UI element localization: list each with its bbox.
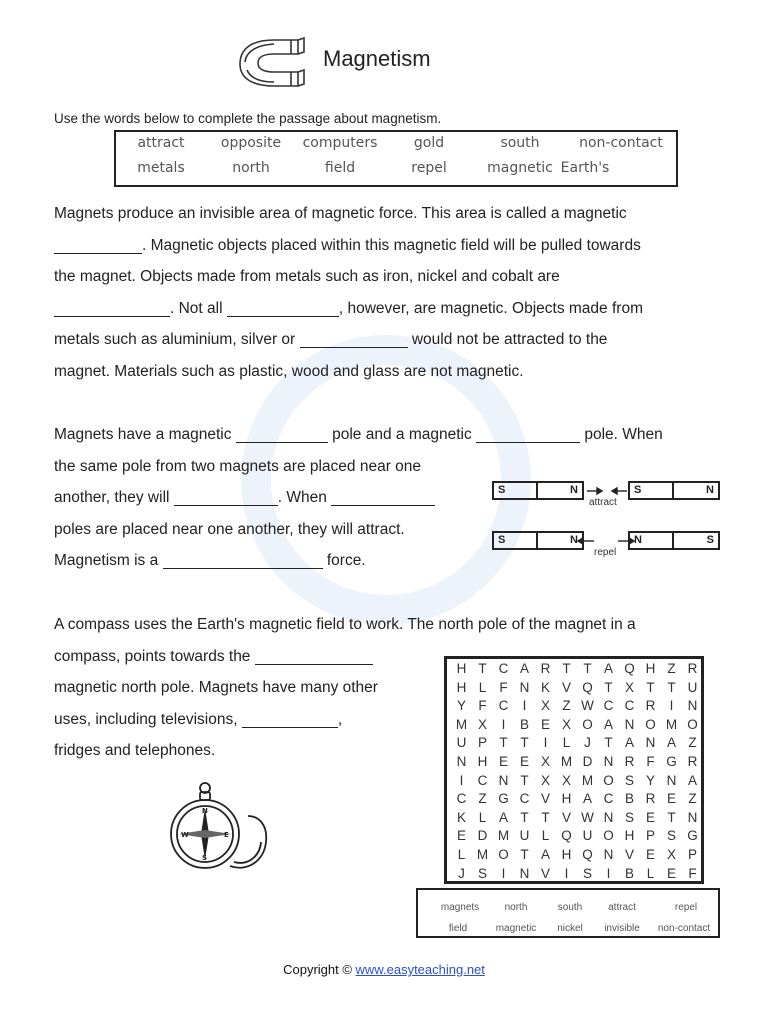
- word-search-letter[interactable]: M: [560, 754, 573, 769]
- pole-label: S: [494, 483, 538, 498]
- word-search-letter[interactable]: L: [562, 735, 571, 751]
- word-search-letter[interactable]: C: [498, 661, 509, 676]
- word-search-letter[interactable]: N: [687, 698, 698, 714]
- word-search-letter[interactable]: A: [603, 716, 613, 732]
- word-search-letter[interactable]: H: [456, 679, 467, 695]
- word-bank-word: opposite: [220, 135, 282, 151]
- word-search-word: invisible: [604, 923, 640, 934]
- word-search-letter[interactable]: N: [603, 754, 614, 769]
- word-search-word: magnetic: [495, 923, 537, 934]
- word-search-row: [451, 810, 703, 828]
- word-search-word: attract: [608, 902, 636, 913]
- word-search-letter[interactable]: T: [583, 661, 592, 676]
- word-search-letter[interactable]: Q: [624, 661, 635, 676]
- pole-label: S: [494, 533, 538, 548]
- answer-blank[interactable]: [54, 236, 142, 254]
- svg-text:S: S: [202, 854, 208, 862]
- word-search-row: [451, 735, 703, 753]
- word-search-letter[interactable]: H: [645, 661, 656, 676]
- paragraph-line: magnet. Materials such as plastic, wood and glass are not magnetic.: [54, 362, 524, 380]
- page-title: Magnetism: [323, 46, 431, 71]
- word-search-letter[interactable]: L: [646, 865, 655, 881]
- bar-magnet: [628, 531, 720, 550]
- word-search-letter[interactable]: L: [457, 847, 466, 862]
- word-search-letter[interactable]: R: [540, 661, 551, 676]
- word-bank-word: north: [232, 160, 270, 176]
- word-search-row: [451, 717, 703, 735]
- word-search-letter[interactable]: F: [478, 698, 487, 714]
- word-search-letter[interactable]: A: [666, 735, 676, 751]
- word-search-letter[interactable]: M: [455, 716, 468, 732]
- word-search-letter[interactable]: M: [497, 828, 510, 844]
- svg-text:W: W: [181, 831, 189, 839]
- word-search-word: nickel: [557, 923, 583, 934]
- word-search-letter[interactable]: M: [476, 847, 489, 862]
- word-search-letter[interactable]: L: [478, 809, 487, 825]
- word-search-letter[interactable]: Y: [645, 772, 655, 788]
- word-search-letter[interactable]: E: [645, 847, 655, 862]
- svg-text:E: E: [224, 831, 229, 839]
- word-search-letter[interactable]: N: [498, 772, 509, 788]
- word-search-letter[interactable]: T: [562, 661, 571, 676]
- word-search-letter[interactable]: H: [561, 847, 572, 862]
- word-search-letter[interactable]: W: [581, 809, 594, 825]
- paragraph-line: magnetic north pole. Magnets have many other: [54, 679, 378, 696]
- word-search-letter[interactable]: U: [456, 735, 467, 751]
- word-search-letter[interactable]: E: [456, 828, 466, 844]
- word-search-letter[interactable]: C: [456, 791, 467, 807]
- word-search-letter[interactable]: S: [666, 828, 676, 844]
- word-search-letter[interactable]: I: [564, 865, 569, 881]
- word-search-letter[interactable]: N: [624, 716, 635, 732]
- word-search-letter[interactable]: B: [624, 791, 634, 807]
- title-area: [236, 32, 496, 92]
- word-bank-word: south: [500, 135, 540, 151]
- paragraph-line: another, they will . When: [54, 482, 663, 514]
- word-search-letter[interactable]: R: [687, 661, 698, 676]
- word-search-letter[interactable]: B: [624, 865, 634, 881]
- word-bank-word: non-contact: [579, 135, 663, 151]
- word-search-letter[interactable]: E: [666, 791, 676, 807]
- paragraph-line: metals such as aluminium, silver or would not be attracted to the: [54, 331, 608, 348]
- word-search-letter[interactable]: I: [501, 716, 506, 732]
- word-bank-word: gold: [413, 135, 445, 151]
- word-search-letter[interactable]: G: [498, 791, 509, 807]
- paragraph-field: [54, 198, 643, 387]
- word-search-letter[interactable]: E: [645, 809, 655, 825]
- word-search-letter[interactable]: X: [540, 772, 550, 788]
- word-bank: [114, 130, 678, 187]
- word-search-word: field: [448, 923, 468, 934]
- word-search-letter[interactable]: M: [581, 772, 594, 788]
- word-search-letter[interactable]: T: [520, 809, 529, 825]
- answer-blank[interactable]: [255, 647, 373, 665]
- word-search-letter[interactable]: T: [667, 809, 676, 825]
- paragraph-line: Magnets produce an invisible area of magnetic force. This area is called a magnetic: [54, 205, 627, 222]
- word-search-letter[interactable]: T: [520, 735, 529, 751]
- paragraph-line: Magnetism is a force.: [54, 552, 366, 569]
- word-search-letter[interactable]: E: [540, 716, 550, 732]
- pole-label: N: [706, 484, 714, 496]
- compass-icon: [160, 778, 272, 890]
- word-search-letter[interactable]: T: [646, 679, 655, 695]
- bar-magnet: [492, 481, 584, 500]
- paragraph-line: uses, including televisions, ,: [54, 710, 343, 728]
- svg-text:N: N: [202, 807, 208, 815]
- repel-diagram: [492, 528, 720, 568]
- word-search-letter[interactable]: I: [606, 865, 611, 881]
- word-search-letter[interactable]: T: [604, 679, 613, 695]
- word-search-letter[interactable]: E: [666, 865, 676, 881]
- paragraph-line: fridges and telephones.: [54, 742, 216, 759]
- paragraph-line: the magnet. Objects made from metals such as iron, nickel and cobalt are: [54, 268, 560, 285]
- word-search-letter[interactable]: A: [624, 735, 634, 751]
- word-search-letter[interactable]: N: [666, 772, 677, 788]
- word-search-letter[interactable]: A: [498, 809, 508, 825]
- paragraph-line: . Not all , however, are magnetic. Objects made from: [54, 293, 643, 325]
- word-search-letter[interactable]: C: [477, 772, 488, 788]
- word-search-letter[interactable]: H: [561, 791, 572, 807]
- word-search-letter[interactable]: X: [624, 679, 634, 695]
- word-search-letter[interactable]: X: [540, 754, 550, 769]
- word-search-letter[interactable]: V: [561, 679, 571, 695]
- paragraph-line: . Magnetic objects placed within this magnetic field will be pulled towards: [54, 230, 643, 262]
- word-search-letter[interactable]: V: [624, 847, 634, 862]
- word-search-letter[interactable]: I: [459, 772, 464, 788]
- word-search-letter[interactable]: S: [477, 865, 487, 881]
- word-search-letter[interactable]: N: [603, 847, 614, 862]
- word-search-letter[interactable]: I: [501, 865, 506, 881]
- word-search-letter[interactable]: O: [645, 716, 656, 732]
- word-search-letter[interactable]: N: [519, 679, 530, 695]
- word-search-letter[interactable]: X: [561, 772, 571, 788]
- word-search-letter[interactable]: X: [477, 716, 487, 732]
- word-search-letter[interactable]: Q: [582, 679, 593, 695]
- word-search-letter[interactable]: P: [645, 828, 655, 844]
- word-search-letter[interactable]: T: [478, 661, 487, 676]
- word-search-letter[interactable]: B: [519, 716, 529, 732]
- answer-blank[interactable]: [163, 551, 323, 569]
- word-search-letter[interactable]: A: [582, 791, 592, 807]
- answer-blank[interactable]: [54, 299, 170, 317]
- word-search-letter[interactable]: O: [603, 772, 614, 788]
- word-search-letter[interactable]: H: [477, 754, 488, 769]
- word-search-row: [451, 866, 703, 884]
- word-search-letter[interactable]: G: [687, 828, 698, 844]
- word-search-letter[interactable]: U: [687, 679, 698, 695]
- word-search-letter[interactable]: N: [456, 754, 467, 769]
- word-search-letter[interactable]: I: [522, 698, 527, 714]
- word-search-row: [451, 773, 703, 791]
- word-search-letter[interactable]: T: [499, 735, 508, 751]
- word-bank-word: magnetic: [487, 160, 553, 176]
- word-search-letter[interactable]: R: [645, 698, 656, 714]
- word-search-letter[interactable]: N: [687, 809, 698, 825]
- word-bank-row: [116, 135, 676, 161]
- word-search-letter[interactable]: Q: [582, 847, 593, 862]
- word-search-letter[interactable]: I: [669, 698, 674, 714]
- word-search-letter[interactable]: V: [561, 809, 571, 825]
- word-search-letter[interactable]: R: [687, 754, 698, 769]
- word-search-row: [451, 791, 703, 809]
- answer-blank[interactable]: [174, 488, 278, 506]
- word-search-letter[interactable]: A: [540, 847, 550, 862]
- word-search-word: repel: [674, 902, 698, 913]
- word-search-word: magnets: [440, 902, 480, 913]
- word-search-letter[interactable]: R: [645, 791, 656, 807]
- attract-diagram: [492, 478, 720, 518]
- word-search-letter[interactable]: E: [519, 754, 529, 769]
- answer-blank[interactable]: [236, 425, 328, 443]
- word-search-letter[interactable]: N: [603, 809, 614, 825]
- word-search-letter[interactable]: J: [584, 735, 591, 751]
- word-search-letter[interactable]: X: [561, 716, 571, 732]
- word-search-letter[interactable]: P: [687, 847, 697, 862]
- word-search-letter[interactable]: O: [498, 847, 509, 862]
- word-search-letter[interactable]: Q: [561, 828, 572, 844]
- word-search-grid: [444, 656, 704, 884]
- word-search-letter[interactable]: N: [645, 735, 656, 751]
- word-bank-word: Earth's: [560, 160, 610, 176]
- paragraph-line: Magnets have a magnetic pole and a magnetic pole. When: [54, 426, 663, 443]
- word-search-letter[interactable]: L: [541, 828, 550, 844]
- word-search-letter[interactable]: N: [519, 865, 530, 881]
- answer-blank[interactable]: [242, 710, 338, 728]
- word-search-letter[interactable]: Z: [688, 735, 697, 751]
- word-search-letter[interactable]: D: [477, 828, 488, 844]
- word-search-letter[interactable]: O: [603, 828, 614, 844]
- pole-label: N: [570, 534, 578, 546]
- answer-blank[interactable]: [300, 330, 408, 348]
- arrow-icon: [585, 484, 629, 498]
- copyright-text: Copyright ©: [283, 962, 356, 977]
- word-search-letter[interactable]: F: [499, 679, 508, 695]
- instruction-text: Use the words below to complete the passage about magnetism.: [54, 111, 442, 126]
- word-search-letter[interactable]: G: [666, 754, 677, 769]
- word-search-letter[interactable]: I: [543, 735, 548, 751]
- word-search-letter[interactable]: Z: [478, 791, 487, 807]
- answer-blank[interactable]: [331, 488, 435, 506]
- word-search-letter[interactable]: F: [646, 754, 655, 769]
- paragraph-line: A compass uses the Earth's magnetic field to work. The north pole of the magnet in a: [54, 616, 636, 633]
- word-search-letter[interactable]: W: [581, 698, 594, 714]
- word-bank-word: repel: [411, 160, 447, 176]
- paragraph-line: poles are placed near one another, they will attract.: [54, 520, 405, 538]
- arrow-icon: [576, 534, 636, 548]
- word-search-letter[interactable]: L: [478, 679, 487, 695]
- word-search-letter[interactable]: K: [540, 679, 550, 695]
- word-search-letter[interactable]: V: [540, 791, 550, 807]
- word-search-letter[interactable]: Z: [562, 698, 571, 714]
- word-search-letter[interactable]: O: [582, 716, 593, 732]
- word-search-letter[interactable]: Z: [688, 791, 697, 807]
- word-search-letter[interactable]: O: [687, 716, 698, 732]
- word-search-letter[interactable]: M: [665, 716, 678, 732]
- pole-label: N: [630, 533, 674, 548]
- copyright-footer: [0, 962, 768, 977]
- force-label: repel: [594, 547, 617, 558]
- word-search-letter[interactable]: D: [582, 754, 593, 769]
- word-search-letter[interactable]: T: [520, 772, 529, 788]
- paragraph-line: the same pole from two magnets are placed near one: [54, 457, 422, 475]
- paragraph-line: compass, points towards the: [54, 641, 636, 673]
- bar-magnet: [628, 481, 720, 500]
- word-search-letter[interactable]: E: [498, 754, 508, 769]
- word-search-letter[interactable]: C: [624, 698, 635, 714]
- word-search-letter[interactable]: K: [456, 809, 466, 825]
- word-search-letter[interactable]: H: [624, 828, 635, 844]
- word-search-row: [451, 698, 703, 716]
- force-label: attract: [589, 497, 617, 508]
- word-bank-row: [116, 160, 676, 186]
- word-search-letter[interactable]: X: [540, 698, 550, 714]
- word-search-letter[interactable]: S: [582, 865, 592, 881]
- pole-label: S: [706, 534, 714, 546]
- website-link[interactable]: www.easyteaching.net: [355, 962, 485, 977]
- word-bank-word: attract: [137, 135, 185, 151]
- word-search-letter[interactable]: A: [687, 772, 697, 788]
- word-search-letter[interactable]: S: [624, 772, 634, 788]
- word-search-letter[interactable]: C: [519, 791, 530, 807]
- word-search-bank: [416, 888, 720, 938]
- word-search-letter[interactable]: U: [519, 828, 530, 844]
- word-search-letter[interactable]: C: [498, 698, 509, 714]
- word-search-letter[interactable]: X: [666, 847, 676, 862]
- word-bank-word: field: [324, 160, 356, 176]
- word-search-row: [451, 847, 703, 865]
- word-search-word: north: [504, 902, 528, 913]
- word-search-letter[interactable]: J: [458, 865, 465, 881]
- answer-blank[interactable]: [476, 425, 580, 443]
- pole-label: S: [630, 483, 674, 498]
- word-search-letter[interactable]: P: [477, 735, 487, 751]
- word-search-word: non-contact: [657, 923, 711, 934]
- word-search-letter[interactable]: Z: [667, 661, 676, 676]
- word-search-word: south: [557, 902, 583, 913]
- word-search-letter[interactable]: U: [582, 828, 593, 844]
- word-search-letter[interactable]: C: [603, 698, 614, 714]
- horseshoe-magnet-icon: [236, 32, 310, 90]
- word-search-letter[interactable]: A: [603, 661, 613, 676]
- bar-magnet: [492, 531, 584, 550]
- word-bank-word: computers: [302, 135, 378, 151]
- word-search-row: [451, 828, 703, 846]
- word-search-letter[interactable]: F: [688, 865, 697, 881]
- word-search-letter[interactable]: T: [541, 809, 550, 825]
- word-search-letter[interactable]: T: [667, 679, 676, 695]
- word-search-letter[interactable]: S: [624, 809, 634, 825]
- word-search-row: [451, 754, 703, 772]
- word-search-row: [451, 680, 703, 698]
- word-search-letter[interactable]: T: [520, 847, 529, 862]
- word-search-row: [451, 661, 703, 679]
- word-bank-word: metals: [137, 160, 185, 176]
- answer-blank[interactable]: [227, 299, 339, 317]
- word-search-letter[interactable]: R: [624, 754, 635, 769]
- word-search-letter[interactable]: H: [456, 661, 467, 676]
- word-search-letter[interactable]: T: [604, 735, 613, 751]
- pole-label: N: [570, 484, 578, 496]
- word-search-letter[interactable]: A: [519, 661, 529, 676]
- word-search-letter[interactable]: V: [540, 865, 550, 881]
- word-search-letter[interactable]: C: [603, 791, 614, 807]
- word-search-letter[interactable]: Y: [456, 698, 466, 714]
